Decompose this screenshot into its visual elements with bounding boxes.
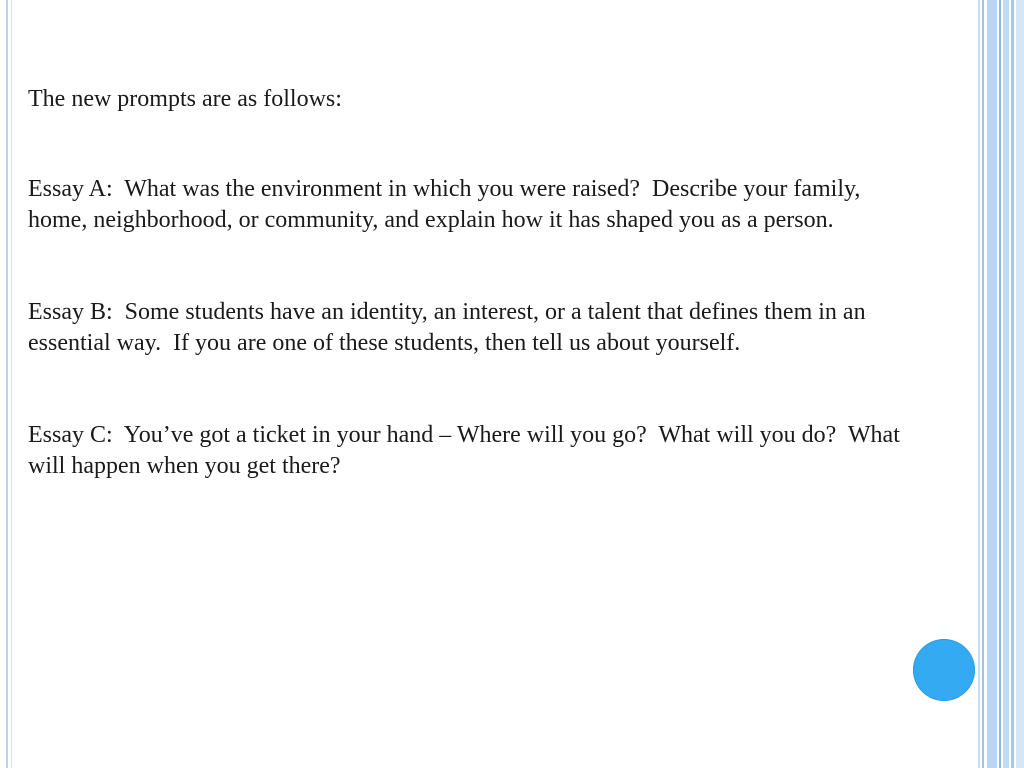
left-border-line (6, 0, 8, 768)
stripe (999, 0, 1001, 768)
stripe (1003, 0, 1009, 768)
intro-text: The new prompts are as follows: (28, 86, 342, 112)
stripe (978, 0, 980, 768)
stripe (1016, 0, 1024, 768)
stripe (982, 0, 984, 768)
essay-a-prompt: Essay A: What was the environment in which you were raised? Describe your family, home, neighborhood, or community, and explain how it has shaped you as a person. (28, 176, 867, 233)
stripe (987, 0, 997, 768)
right-decorative-stripes (978, 0, 1024, 768)
left-border-line-inner (11, 0, 12, 768)
essay-c-prompt: Essay C: You’ve got a ticket in your hand – Where will you go? What will you do? What will happen when you get there? (28, 422, 906, 479)
slide-body (28, 84, 908, 482)
essay-b-prompt: Essay B: Some students have an identity, an interest, or a talent that defines them in an essential way. If you are one of these students, then tell us about yourself. (28, 299, 872, 356)
accent-circle-icon (913, 639, 975, 701)
stripe (1011, 0, 1014, 768)
